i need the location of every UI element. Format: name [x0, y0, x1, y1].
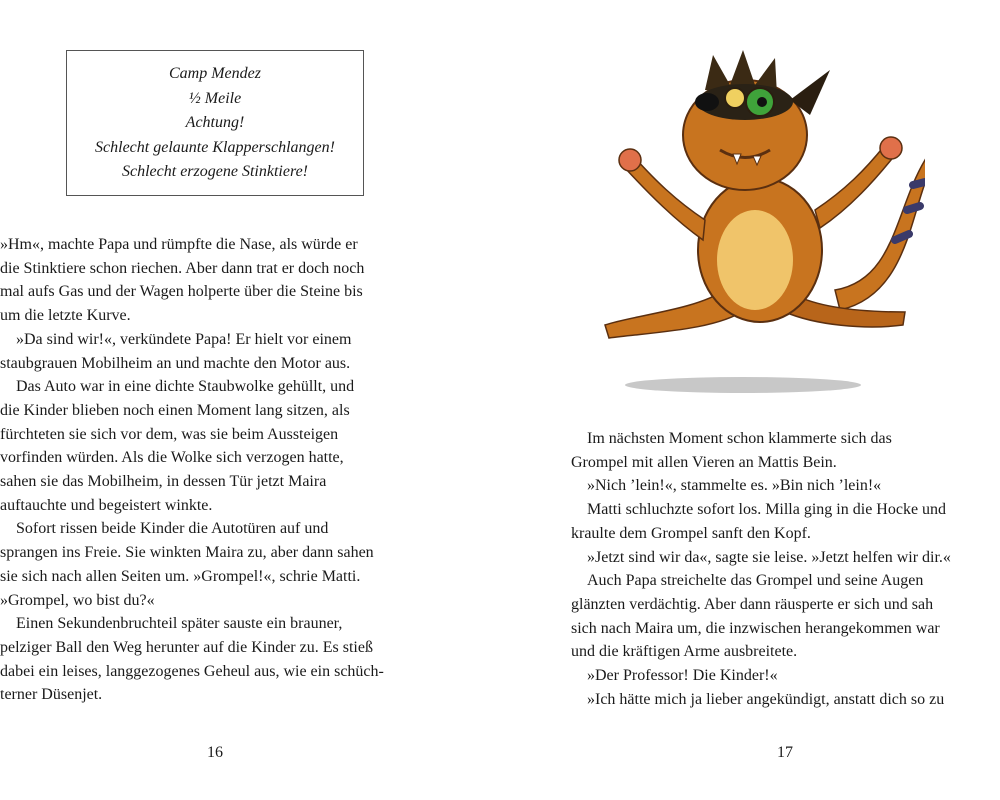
text-line: glänzten verdächtig. Aber dann räusperte er sich und sah: [571, 595, 934, 613]
text-line: »Nich ’lein!«, stammelte es. »Bin nich ’lein!«: [587, 477, 882, 495]
text-line: Das Auto war in eine dichte Staubwolke gehüllt, und: [16, 378, 355, 396]
text-line: »Hm«, machte Papa und rümpfte die Nase, als würde er: [0, 236, 358, 253]
page-number-right: 17: [777, 744, 793, 761]
text-line: »Der Professor! Die Kinder!«: [587, 667, 778, 685]
text-line: »Grompel, wo bist du?«: [0, 591, 155, 609]
text-line: kraulte dem Grompel sanft den Kopf.: [571, 524, 811, 542]
text-line: sie sich nach allen Seiten um. »Grompel!«, schrie Matti.: [0, 567, 361, 585]
text-line: pelziger Ball den Weg herunter auf die Kinder zu. Es stieß: [0, 638, 373, 656]
text-line: mal aufs Gas und der Wagen holperte über die Steine bis: [0, 283, 363, 301]
text-line: Auch Papa streichelte das Grompel und seine Augen: [587, 572, 924, 590]
text-line: Einen Sekundenbruchteil später sauste ein brauner,: [16, 615, 343, 633]
left-page-text: [0, 233, 440, 707]
camp-sign-box: [66, 50, 364, 196]
text-line: vorfinden würden. Als die Wolke sich verzogen hatte,: [0, 449, 344, 467]
text-line: »Jetzt sind wir da«, sagte sie leise. »Jetzt helfen wir dir.«: [587, 548, 951, 566]
text-line: die Kinder blieben noch einen Moment lang sitzen, als: [0, 401, 350, 419]
page-number-left: 16: [207, 744, 223, 761]
right-page-text: [571, 427, 1000, 711]
sign-line: Camp Mendez: [169, 65, 261, 82]
sign-line: Achtung!: [185, 114, 245, 132]
text-line: Im nächsten Moment schon klammerte sich das: [587, 430, 892, 447]
grompel-illustration: [595, 40, 925, 400]
text-line: auftauchte und begeistert winkte.: [0, 496, 213, 514]
text-line: Sofort rissen beide Kinder die Autotüren auf und: [16, 520, 329, 538]
text-line: dabei ein leises, langgezogenes Geheul aus, wie ein schüch-: [0, 662, 384, 680]
text-line: und die kräftigen Arme ausbreitete.: [571, 643, 798, 661]
sign-line: ½ Meile: [188, 89, 242, 107]
sign-line: Schlecht erzogene Stinktiere!: [122, 163, 308, 181]
sign-line: Schlecht gelaunte Klapperschlangen!: [95, 138, 335, 156]
text-line: sich nach Maira um, die inzwischen herangekommen war: [571, 619, 940, 637]
text-line: die Stinktiere schon riechen. Aber dann trat er doch noch: [0, 259, 365, 277]
text-line: staubgrauen Mobilheim an und machte den Motor aus.: [0, 354, 351, 372]
text-line: Grompel mit allen Vieren an Mattis Bein.: [571, 453, 837, 471]
text-line: sprangen ins Freie. Sie winkten Maira zu, aber dann sahen: [0, 544, 374, 562]
text-line: »Da sind wir!«, verkündete Papa! Er hielt vor einem: [16, 330, 352, 348]
text-line: sahen sie das Mobilheim, in dessen Tür jetzt Maira: [0, 473, 327, 491]
text-line: um die letzte Kurve.: [0, 307, 131, 325]
grompel-creature-icon: [595, 40, 925, 400]
text-line: Matti schluchzte sofort los. Milla ging in die Hocke und: [587, 501, 947, 519]
text-line: fürchteten sie sich vor dem, was sie beim Aussteigen: [0, 425, 339, 443]
text-line: terner Düsenjet.: [0, 686, 103, 704]
text-line: »Ich hätte mich ja lieber angekündigt, anstatt dich so zu: [587, 690, 945, 708]
